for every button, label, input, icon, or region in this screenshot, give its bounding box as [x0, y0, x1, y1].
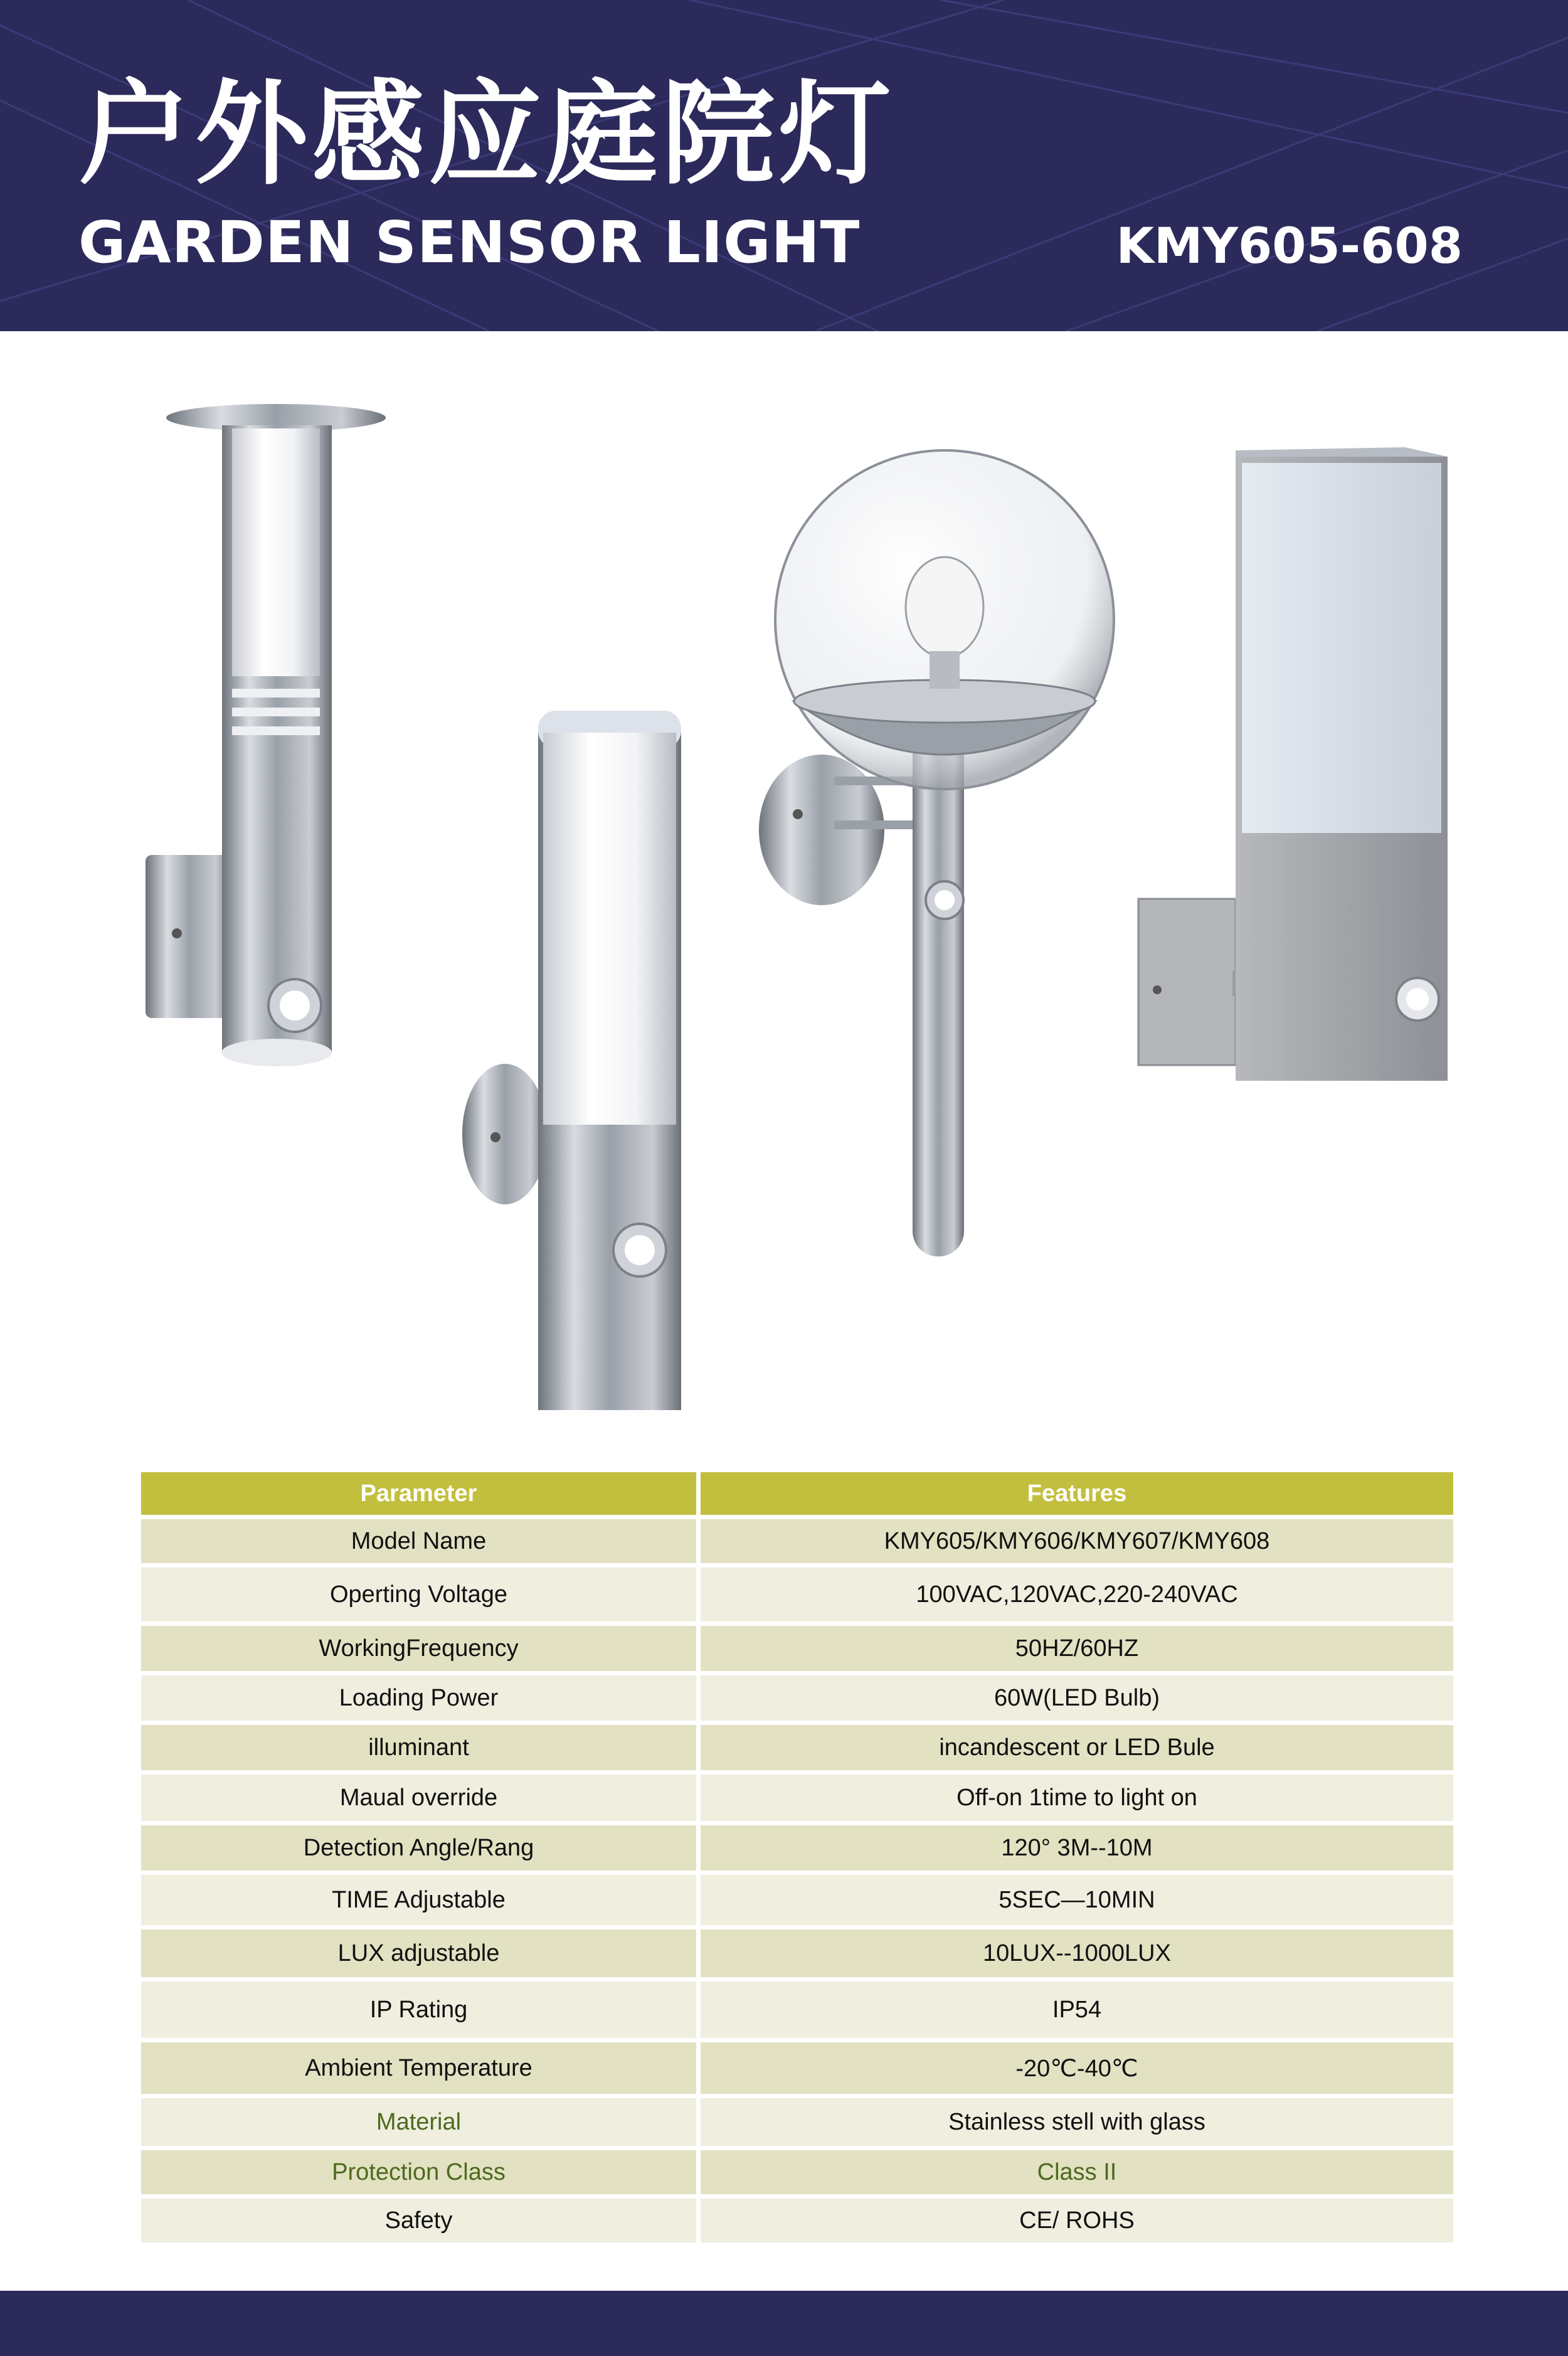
- row-features: incandescent or LED Bule: [696, 1725, 1453, 1770]
- table-row: [141, 1626, 1453, 1671]
- footer-bar: [0, 2291, 1568, 2356]
- table-header-row: [141, 1472, 1453, 1515]
- row-features: 10LUX--1000LUX: [696, 1929, 1453, 1977]
- lamp-4-image: [1138, 447, 1448, 1081]
- table-row: [141, 1725, 1453, 1770]
- row-features: KMY605/KMY606/KMY607/KMY608: [696, 1519, 1453, 1563]
- table-row: [141, 1875, 1453, 1925]
- table-row: [141, 2199, 1453, 2242]
- row-features: 50HZ/60HZ: [696, 1626, 1453, 1671]
- table-row: [141, 2042, 1453, 2094]
- row-parameter: TIME Adjustable: [141, 1875, 696, 1925]
- header-banner: [0, 0, 1568, 331]
- row-parameter: illuminant: [141, 1725, 696, 1770]
- row-features: 100VAC,120VAC,220-240VAC: [696, 1568, 1453, 1621]
- row-parameter: Maual override: [141, 1775, 696, 1821]
- lamp-3-image: [759, 450, 1114, 1256]
- title-chinese: 户外感应庭院灯: [78, 69, 896, 200]
- row-parameter: Material: [141, 2098, 696, 2146]
- row-features: CE/ ROHS: [696, 2199, 1453, 2242]
- row-parameter: Ambient Temperature: [141, 2042, 696, 2094]
- row-parameter: Loading Power: [141, 1675, 696, 1721]
- row-parameter: Safety: [141, 2199, 696, 2242]
- table-row: [141, 1775, 1453, 1821]
- row-features: IP54: [696, 1982, 1453, 2038]
- row-parameter: WorkingFrequency: [141, 1626, 696, 1671]
- row-parameter: Model Name: [141, 1519, 696, 1563]
- row-parameter: IP Rating: [141, 1982, 696, 2038]
- product-images: [0, 331, 1568, 1410]
- row-features: Off-on 1time to light on: [696, 1775, 1453, 1821]
- lamp-1-image: [146, 404, 386, 1066]
- model-code: KMY605-608: [1116, 218, 1463, 275]
- row-features: -20℃-40℃: [696, 2042, 1453, 2094]
- table-row: [141, 2098, 1453, 2146]
- row-parameter: Detection Angle/Rang: [141, 1825, 696, 1870]
- header-parameter: Parameter: [141, 1472, 696, 1515]
- row-features: 120° 3M--10M: [696, 1825, 1453, 1870]
- table-row: [141, 1825, 1453, 1870]
- spec-table: [141, 1468, 1453, 2247]
- table-row: [141, 1675, 1453, 1721]
- lamp-2-image: [462, 711, 681, 1410]
- title-english: GARDEN SENSOR LIGHT: [78, 209, 861, 276]
- row-parameter: Protection Class: [141, 2150, 696, 2194]
- product-illustrations: [0, 331, 1568, 1410]
- row-features: Class II: [696, 2150, 1453, 2194]
- row-features: Stainless stell with glass: [696, 2098, 1453, 2146]
- table-row: [141, 1519, 1453, 1563]
- row-features: 60W(LED Bulb): [696, 1675, 1453, 1721]
- row-features: 5SEC—10MIN: [696, 1875, 1453, 1925]
- table-row: [141, 2150, 1453, 2194]
- table-row: [141, 1929, 1453, 1977]
- table-row: [141, 1568, 1453, 1621]
- header-features: Features: [696, 1472, 1453, 1515]
- table-row: [141, 1982, 1453, 2038]
- row-parameter: Operting Voltage: [141, 1568, 696, 1621]
- row-parameter: LUX adjustable: [141, 1929, 696, 1977]
